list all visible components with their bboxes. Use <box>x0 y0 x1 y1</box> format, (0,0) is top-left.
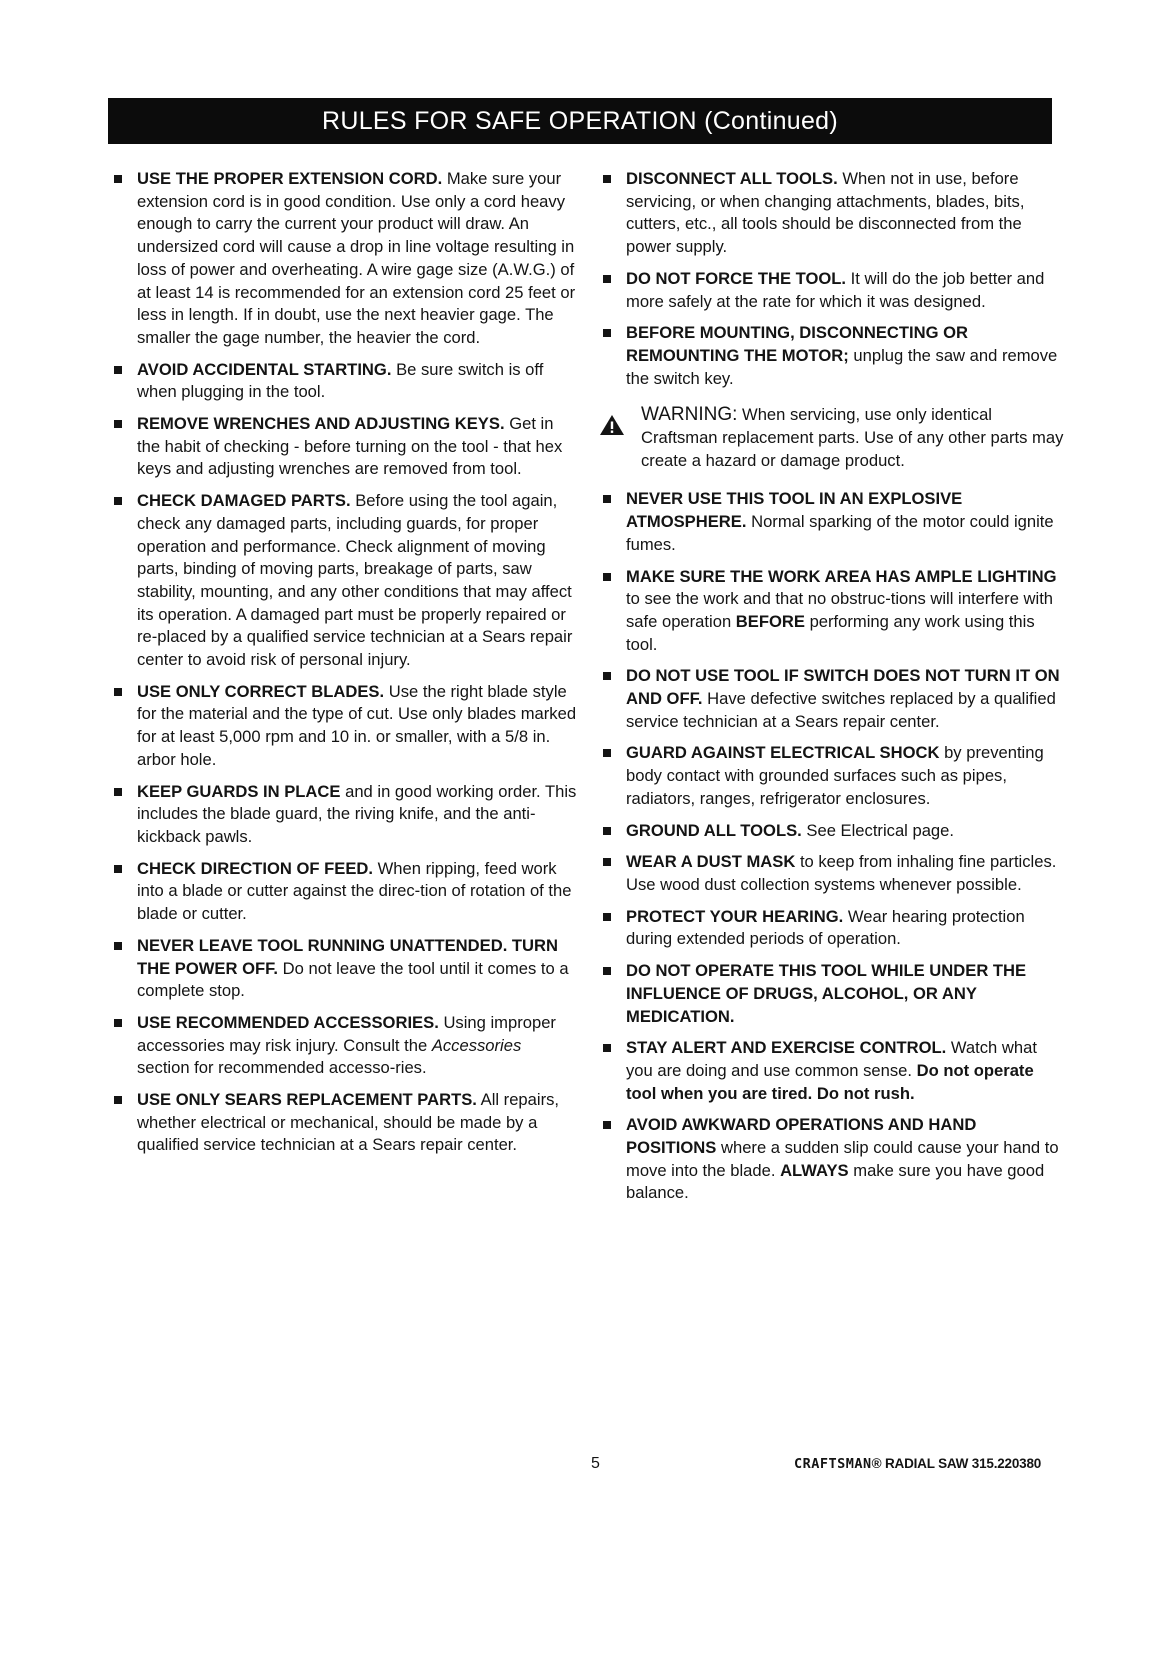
rule-text: by preventing body contact with grounded surfaces such as pipes, radiators, ranges, refrigerator enclosures. <box>626 743 1044 808</box>
rule-heading: NEVER LEAVE TOOL RUNNING UNATTENDED. TURN THE POWER OFF. <box>137 935 559 978</box>
rule-item <box>108 1089 578 1157</box>
rule-text: Be sure switch is off when plugging in the tool. <box>137 359 544 402</box>
bullet-square-icon <box>114 175 122 183</box>
bullet-square-icon <box>114 420 122 428</box>
rule-item <box>597 820 1067 843</box>
rule-item <box>108 781 578 849</box>
bullet-square-icon <box>603 175 611 183</box>
rule-text: See Electrical page. <box>806 820 954 840</box>
bullet-square-icon <box>114 788 122 796</box>
rule-text-bold: ALWAYS <box>780 1160 849 1180</box>
rule-text: Wear hearing protection during extended periods of operation. <box>626 906 1025 949</box>
rule-heading: AVOID ACCIDENTAL STARTING. <box>137 359 392 379</box>
rule-item <box>597 960 1067 1028</box>
brand-logo: CRAFTSMAN <box>794 1456 872 1472</box>
rule-item <box>108 858 578 926</box>
bullet-square-icon <box>603 967 611 975</box>
rule-heading: WEAR A DUST MASK <box>626 852 796 872</box>
rule-item <box>597 268 1067 313</box>
bullet-square-icon <box>603 749 611 757</box>
rule-text: Before using the tool again, check any damaged parts, including guards, for proper operation and performance. Check alignment of moving parts, binding of moving parts, breakage of parts, saw stability, mounting, and any other conditions that may affect its operation. A damaged part must be properly repaired or re-placed by a qualified service technician at a Sears repair center to avoid risk of personal injury. <box>137 491 573 670</box>
rule-heading: USE RECOMMENDED ACCESSORIES. <box>137 1012 439 1032</box>
bullet-square-icon <box>603 672 611 680</box>
rule-text: unplug the saw and remove the switch key. <box>626 345 1058 388</box>
rule-text: and in good working order. This includes the blade guard, the riving knife, and the anti-kickback pawls. <box>137 781 577 846</box>
rule-heading: MAKE SURE THE WORK AREA HAS AMPLE LIGHTING <box>626 566 1057 586</box>
bullet-square-icon <box>603 1044 611 1052</box>
rule-item <box>597 322 1067 390</box>
page-title: RULES FOR SAFE OPERATION (Continued) <box>321 106 839 135</box>
rule-heading: DO NOT OPERATE THIS TOOL WHILE UNDER THE INFLUENCE OF DRUGS, ALCOHOL, OR ANY MEDICATION. <box>626 961 1027 1026</box>
rule-text: make sure you have good balance. <box>626 1160 1045 1203</box>
rule-heading: DISCONNECT ALL TOOLS. <box>626 169 838 188</box>
rule-text: to see the work and that no obstruc-tions will interfere with safe operation <box>626 589 1054 631</box>
rule-heading: GROUND ALL TOOLS. <box>626 820 802 840</box>
rule-item <box>597 851 1067 896</box>
rule-heading: REMOVE WRENCHES AND ADJUSTING KEYS. <box>137 414 505 434</box>
rule-item <box>597 1114 1067 1205</box>
rule-heading: USE ONLY CORRECT BLADES. <box>137 681 385 701</box>
rule-text: section for recommended accesso-ries. <box>137 1058 427 1078</box>
bullet-square-icon <box>603 329 611 337</box>
rule-heading: DO NOT USE TOOL IF SWITCH DOES NOT TURN IT ON AND OFF. <box>626 666 1060 709</box>
rule-text-emphasis: Accessories <box>431 1035 522 1055</box>
rule-text: Using improper accessories may risk injury. Consult the <box>137 1012 556 1055</box>
rule-item <box>108 935 578 1003</box>
rule-item <box>597 1037 1067 1105</box>
rule-heading: CHECK DAMAGED PARTS. <box>137 491 351 511</box>
warning-notice <box>597 404 1067 472</box>
rule-item <box>108 681 578 772</box>
rule-item <box>108 1012 578 1080</box>
bullet-square-icon <box>114 1019 122 1027</box>
rule-item <box>597 566 1067 657</box>
bullet-square-icon <box>603 827 611 835</box>
bullet-square-icon <box>114 1096 122 1104</box>
warning-triangle-icon <box>599 414 625 436</box>
rule-item <box>108 490 578 672</box>
rule-text: Have defective switches replaced by a qualified service technician at a Sears repair center. <box>626 689 1056 731</box>
bullet-square-icon <box>603 1121 611 1129</box>
rule-item <box>597 665 1067 733</box>
rule-text: When not in use, before servicing, or when changing attachments, blades, bits, cutters, etc., all tools should be disconnected from the power supply. <box>626 169 1025 257</box>
rule-item <box>108 413 578 481</box>
rule-item <box>597 168 1067 259</box>
rule-heading: USE ONLY SEARS REPLACEMENT PARTS. <box>137 1090 477 1110</box>
bullet-square-icon <box>603 573 611 581</box>
rule-heading: CHECK DIRECTION OF FEED. <box>137 858 374 878</box>
left-column <box>108 168 578 1166</box>
right-column <box>597 168 1067 1214</box>
rule-text: performing any work using this tool. <box>626 611 1035 654</box>
footer-doc-title <box>794 1456 1041 1472</box>
rule-heading: NEVER USE THIS TOOL IN AN EXPLOSIVE ATMOSPHERE. <box>626 489 963 532</box>
rule-text: Get in the habit of checking - before turning on the tool - that hex keys and adjusting wrenches are removed from tool. <box>137 414 563 479</box>
model-title: RADIAL SAW 315.220380 <box>884 1456 1042 1471</box>
rule-heading: KEEP GUARDS IN PLACE <box>137 781 341 801</box>
registered-mark: ® <box>871 1456 882 1471</box>
warning-text: When servicing, use only identical Craftsman replacement parts. Use of any other parts may create a hazard or damage product. <box>641 405 1064 470</box>
rule-text-bold: Do not operate tool when you are tired. Do not rush. <box>626 1060 1034 1103</box>
rule-heading: GUARD AGAINST ELECTRICAL SHOCK <box>626 743 940 763</box>
rule-heading: STAY ALERT AND EXERCISE CONTROL. <box>626 1038 947 1058</box>
bullet-square-icon <box>114 497 122 505</box>
bullet-square-icon <box>603 275 611 283</box>
rule-text-bold: BEFORE <box>735 611 805 631</box>
rule-text: All repairs, whether electrical or mechanical, should be made by a qualified service technician at a Sears repair center. <box>137 1090 560 1155</box>
bullet-square-icon <box>114 366 122 374</box>
rule-item <box>597 488 1067 556</box>
rule-text: Watch what you are doing and use common sense. <box>626 1038 1037 1080</box>
rule-heading: USE THE PROPER EXTENSION CORD. <box>137 169 443 188</box>
bullet-square-icon <box>114 942 122 950</box>
bullet-square-icon <box>114 865 122 873</box>
rule-heading: DO NOT FORCE THE TOOL. <box>626 268 847 288</box>
rule-item <box>108 359 578 404</box>
rule-heading: AVOID AWKWARD OPERATIONS AND HAND POSITIONS <box>626 1115 977 1158</box>
bullet-square-icon <box>603 913 611 921</box>
rule-item <box>597 906 1067 951</box>
rule-item <box>597 742 1067 810</box>
page-number: 5 <box>591 1455 600 1472</box>
rule-text: Use the right blade style for the material and the type of cut. Use only blades marked for at least 5,000 rpm and 10 in. or smaller, with a 5/8 in. arbor hole. <box>137 681 577 769</box>
warning-label: WARNING: <box>641 404 738 426</box>
rule-heading: PROTECT YOUR HEARING. <box>626 906 844 926</box>
rule-item <box>108 168 578 350</box>
bullet-square-icon <box>603 495 611 503</box>
rule-text: where a sudden slip could cause your hand to move into the blade. <box>626 1138 1059 1180</box>
rule-text: Do not leave the tool until it comes to a complete stop. <box>137 958 569 1001</box>
rule-text: Normal sparking of the motor could ignite fumes. <box>626 512 1054 554</box>
page-title-bar <box>108 98 1052 144</box>
rule-text: to keep from inhaling fine particles. Use wood dust collection systems whenever possible. <box>626 852 1057 894</box>
rule-text: When ripping, feed work into a blade or cutter against the direc-tion of rotation of the blade or cutter. <box>137 858 572 924</box>
bullet-square-icon <box>603 858 611 866</box>
rule-heading: BEFORE MOUNTING, DISCONNECTING OR REMOUNTING THE MOTOR; <box>626 323 969 365</box>
bullet-square-icon <box>114 688 122 696</box>
rule-text: It will do the job better and more safely at the rate for which it was designed. <box>626 268 1045 311</box>
rule-text: Make sure your extension cord is in good condition. Use only a cord heavy enough to carry the current your product will draw. An undersized cord will cause a drop in line voltage resulting in loss of power and overheating. A wire gage size (A.W.G.) of at least 14 is recommended for an extension cord 25 feet or less in length. If in doubt, use the next heavier gage. The smaller the gage number, the heavier the cord. <box>137 169 576 347</box>
